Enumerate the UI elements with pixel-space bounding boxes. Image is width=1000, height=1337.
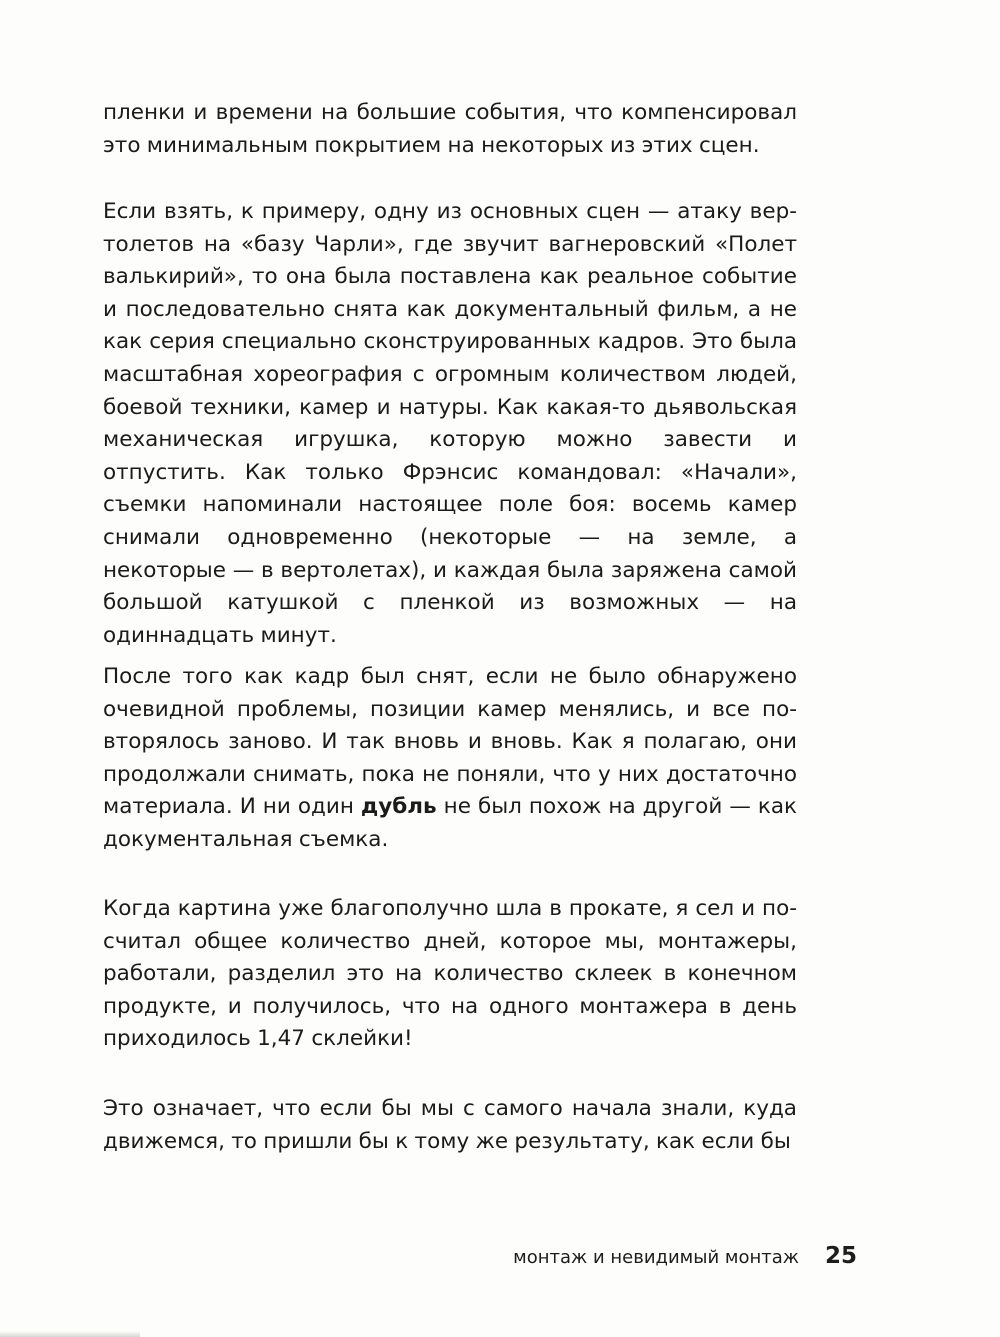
paragraph-text: пленки и времени на большие события, что компенсировал это минимальным покрытием на некоторых из этих сцен. bbox=[103, 100, 797, 158]
paragraph-text: После того как кадр был снят, если не было обнаружено очевидной проблемы, позиции камер менялись, и все повторялось заново. И так вновь и вновь. Как я полагаю, они продолжали снимать, пока не поняли, что у них достаточно материала. И ни один bbox=[103, 664, 797, 820]
page-footer bbox=[513, 1243, 857, 1269]
running-title: монтаж и невидимый монтаж bbox=[513, 1247, 799, 1268]
glossary-term: дубль bbox=[360, 794, 437, 820]
paragraph-3 bbox=[103, 661, 797, 857]
paragraph-text: Если взять, к примеру, одну из основных сцен — атаку вертолетов на «базу Чарли», где звучит вагнеровский «Полет валькирий», то она была поставлена как реальное событие и последовательно снята как документальный фильм, а не как серия специально сконструированных кадров. Это была масштабная хореография с огромным количеством людей, боевой техники, камер и натуры. Как какая-то дьявольская механическая игрушка, которую можно завести и отпустить. Как только Фрэнсис командовал: «Начали», съемки напоминали настоящее поле боя: восемь камер снимали одновременно (некоторые — на земле, а некоторые — в вертолетах), и каждая была заряжена самой большой катушкой с пленкой из возможных — на одиннадцать минут. bbox=[103, 199, 797, 648]
paragraph-text: Это означает, что если бы мы с самого начала знали, куда движемся, то пришли бы к тому же результату, как если бы bbox=[103, 1096, 797, 1154]
page-number: 25 bbox=[824, 1243, 857, 1269]
page-edge-shadow bbox=[0, 1331, 140, 1337]
paragraph-text: Когда картина уже благополучно шла в прокате, я сел и посчитал общее количество дней, которое мы, монтажеры, работали, разделил это на количество склеек в конечном продукте, и получилось, что на одного монтажера в день приходилось 1,47 склейки! bbox=[103, 896, 797, 1052]
paragraph-text: не был похож на другой — как документальная съемка. bbox=[103, 794, 797, 852]
paragraph-5 bbox=[103, 1093, 797, 1158]
paragraph-1 bbox=[103, 97, 797, 162]
paragraph-2 bbox=[103, 196, 797, 652]
paragraph-4 bbox=[103, 893, 797, 1056]
